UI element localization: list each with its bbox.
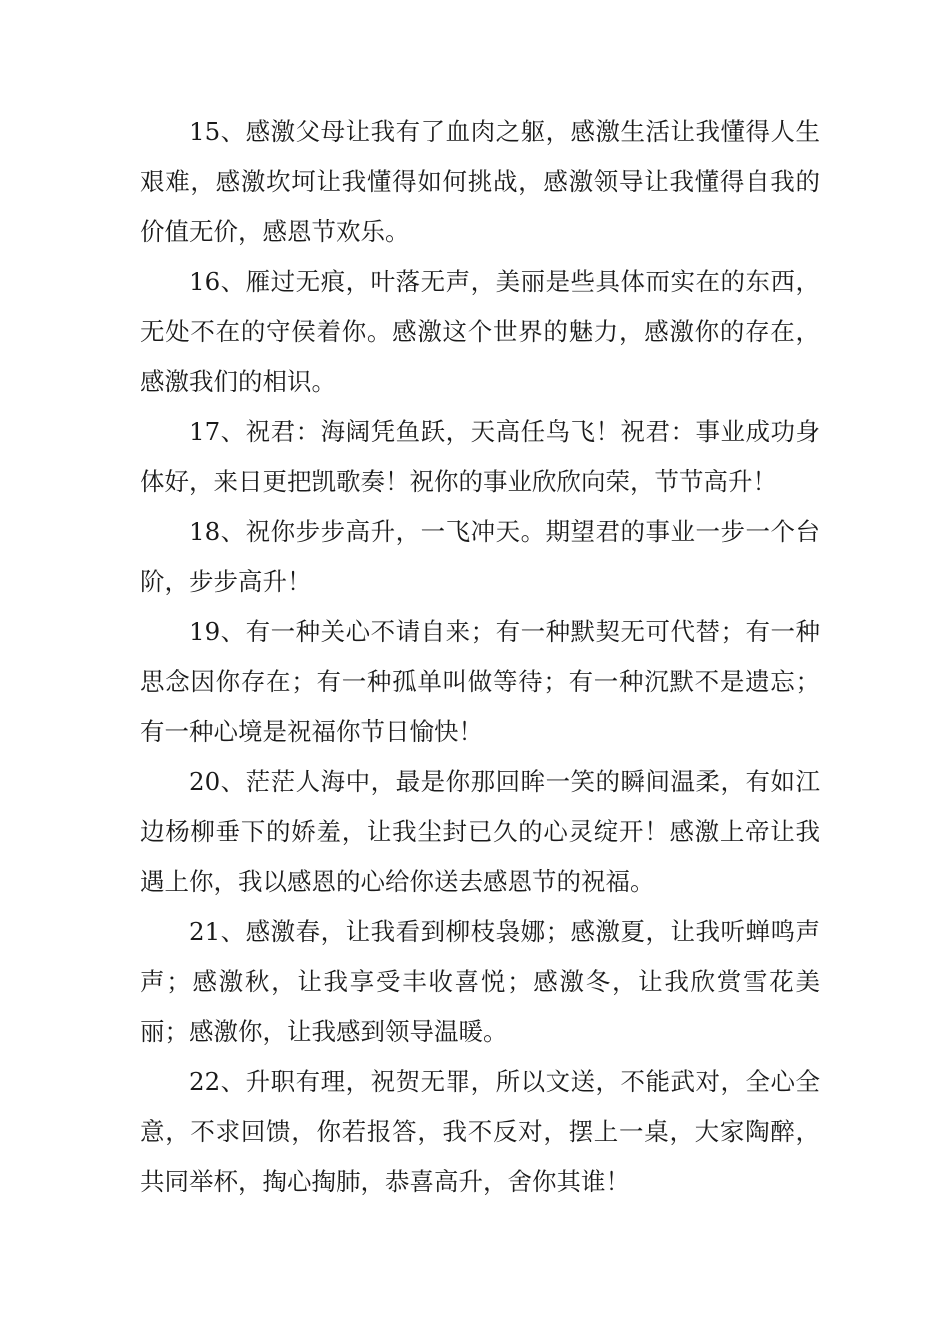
- document-body: [140, 107, 820, 1207]
- paragraph-18: 18、祝你步步高升，一飞冲天。期望君的事业一步一个台阶，步步高升！: [140, 517, 820, 596]
- paragraph-16: 16、雁过无痕，叶落无声，美丽是些具体而实在的东西，无处不在的守侯着你。感激这个世界的魅力，感激你的存在，感激我们的相识。: [140, 267, 820, 396]
- paragraph-17: 17、祝君：海阔凭鱼跃，天高任鸟飞！祝君：事业成功身体好，来日更把凯歌奏！祝你的事业欣欣向荣，节节高升！: [140, 417, 820, 496]
- paragraph-22: 22、升职有理，祝贺无罪，所以文送，不能武对，全心全意，不求回馈，你若报答，我不反对，摆上一桌，大家陶醉，共同举杯，掏心掏肺，恭喜高升，舍你其谁！: [140, 1067, 820, 1196]
- paragraph-21: 21、感激春，让我看到柳枝袅娜；感激夏，让我听蝉鸣声声；感激秋，让我享受丰收喜悦；感激冬，让我欣赏雪花美丽；感激你，让我感到领导温暖。: [140, 917, 820, 1046]
- paragraph-19: 19、有一种关心不请自来；有一种默契无可代替；有一种思念因你存在；有一种孤单叫做等待；有一种沉默不是遗忘；有一种心境是祝福你节日愉快！: [140, 617, 820, 746]
- paragraph-20: 20、茫茫人海中，最是你那回眸一笑的瞬间温柔，有如江边杨柳垂下的娇羞，让我尘封已久的心灵绽开！感激上帝让我遇上你，我以感恩的心给你送去感恩节的祝福。: [140, 767, 820, 896]
- paragraph-15: 15、感激父母让我有了血肉之躯，感激生活让我懂得人生艰难，感激坎坷让我懂得如何挑战，感激领导让我懂得自我的价值无价，感恩节欢乐。: [140, 117, 820, 246]
